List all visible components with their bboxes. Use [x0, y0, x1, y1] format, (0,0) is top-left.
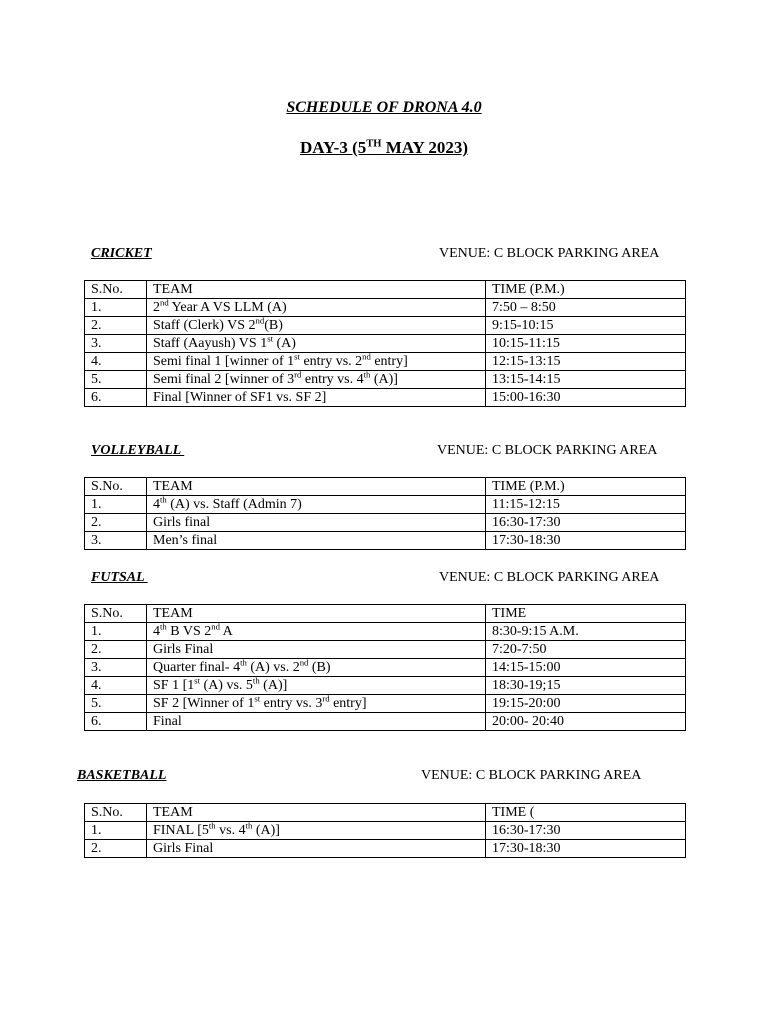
team-ordinal-suffix: st: [254, 694, 261, 704]
team-ordinal-suffix: nd: [255, 316, 265, 326]
venue-futsal: VENUE: C BLOCK PARKING AREA: [439, 570, 660, 585]
table-row: [85, 353, 686, 371]
team-text: (A) vs. 2: [246, 660, 300, 675]
schedule-table-futsal: [84, 604, 686, 731]
team-text: entry]: [329, 696, 367, 711]
day-heading-text-2: MAY 2023): [381, 138, 469, 157]
schedule-table-volleyball: [84, 477, 686, 550]
venue-basketball: VENUE: C BLOCK PARKING AREA: [421, 768, 642, 783]
table-row: [85, 317, 686, 335]
time-cell: 9:15-10:15: [486, 317, 686, 335]
table-header-row: [85, 605, 686, 623]
time-cell: 12:15-13:15: [486, 353, 686, 371]
team-cell: [147, 335, 486, 353]
table-row: [85, 371, 686, 389]
time-cell: 18:30-19;15: [486, 677, 686, 695]
table-row: [85, 389, 686, 407]
sno-cell: 5.: [85, 371, 147, 389]
team-text: B VS 2: [166, 624, 212, 639]
team-text: (A): [273, 336, 296, 351]
table-row: [85, 713, 686, 731]
day-heading-sup: TH: [366, 138, 382, 150]
team-cell: [147, 659, 486, 677]
team-cell: [147, 713, 486, 731]
table-row: [85, 514, 686, 532]
team-ordinal-suffix: nd: [211, 622, 220, 632]
sno-header: S.No.: [85, 281, 147, 299]
team-text: (B): [264, 318, 283, 333]
time-header: TIME (P.M.): [486, 281, 686, 299]
sno-cell: 1.: [85, 822, 147, 840]
team-text: Final [Winner of SF1 vs. SF 2]: [153, 390, 327, 405]
table-row: [85, 840, 686, 858]
team-text: (A)]: [252, 823, 280, 838]
team-cell: [147, 317, 486, 335]
time-cell: 16:30-17:30: [486, 514, 686, 532]
team-text: (A) vs. 5: [200, 678, 253, 693]
table-row: [85, 532, 686, 550]
venue-cricket: VENUE: C BLOCK PARKING AREA: [439, 246, 660, 261]
table-row: [85, 659, 686, 677]
team-header: TEAM: [147, 478, 486, 496]
team-text: Staff (Clerk) VS 2: [153, 318, 256, 333]
sno-cell: 2.: [85, 514, 147, 532]
schedule-title: SCHEDULE OF DRONA 4.0: [286, 99, 482, 116]
sno-cell: 1.: [85, 299, 147, 317]
team-ordinal-suffix: nd: [160, 298, 169, 308]
sno-cell: 2.: [85, 840, 147, 858]
team-header: TEAM: [147, 804, 486, 822]
time-cell: 17:30-18:30: [486, 840, 686, 858]
time-cell: 7:50 – 8:50: [486, 299, 686, 317]
time-cell: 13:15-14:15: [486, 371, 686, 389]
time-header: TIME (: [486, 804, 686, 822]
team-ordinal-suffix: nd: [299, 658, 309, 668]
team-ordinal-suffix: th: [363, 370, 371, 380]
team-ordinal-suffix: th: [252, 676, 260, 686]
table-row: [85, 695, 686, 713]
team-cell: [147, 353, 486, 371]
time-cell: 8:30-9:15 A.M.: [486, 623, 686, 641]
team-ordinal-suffix: st: [294, 352, 300, 362]
team-text: (A)]: [259, 678, 288, 693]
team-text: 4: [153, 497, 160, 512]
time-cell: 14:15-15:00: [486, 659, 686, 677]
table-row: [85, 496, 686, 514]
schedule-table-basketball: [84, 803, 686, 858]
sno-cell: 6.: [85, 389, 147, 407]
section-title-futsal: FUTSAL: [91, 570, 148, 585]
team-ordinal-suffix: rd: [294, 370, 302, 380]
team-text: 4: [153, 624, 160, 639]
sno-cell: 3.: [85, 335, 147, 353]
time-cell: 10:15-11:15: [486, 335, 686, 353]
team-ordinal-suffix: th: [160, 622, 167, 632]
team-cell: [147, 514, 486, 532]
team-text: Girls final: [153, 515, 211, 530]
sno-cell: 1.: [85, 623, 147, 641]
team-text: entry]: [370, 354, 408, 369]
team-ordinal-suffix: th: [160, 495, 167, 505]
sno-cell: 5.: [85, 695, 147, 713]
team-ordinal-suffix: st: [267, 334, 273, 344]
sno-cell: 4.: [85, 677, 147, 695]
schedule-table-cricket: [84, 280, 686, 407]
team-cell: [147, 623, 486, 641]
sno-cell: 2.: [85, 641, 147, 659]
time-cell: 7:20-7:50: [486, 641, 686, 659]
sno-header: S.No.: [85, 804, 147, 822]
team-text: Quarter final- 4: [153, 660, 241, 675]
team-header: TEAM: [147, 605, 486, 623]
table-header-row: [85, 804, 686, 822]
table-row: [85, 677, 686, 695]
team-ordinal-suffix: rd: [322, 694, 330, 704]
team-cell: [147, 532, 486, 550]
team-text: entry vs. 4: [301, 372, 364, 387]
table-row: [85, 623, 686, 641]
team-cell: [147, 695, 486, 713]
time-cell: 16:30-17:30: [486, 822, 686, 840]
sno-cell: 1.: [85, 496, 147, 514]
team-text: vs. 4: [215, 823, 246, 838]
time-cell: 15:00-16:30: [486, 389, 686, 407]
team-text: Girls Final: [153, 841, 214, 856]
sno-cell: 3.: [85, 532, 147, 550]
sno-header: S.No.: [85, 605, 147, 623]
table-row: [85, 299, 686, 317]
table-row: [85, 822, 686, 840]
table-row: [85, 641, 686, 659]
team-text: entry vs. 2: [299, 354, 363, 369]
team-ordinal-suffix: st: [194, 676, 201, 686]
day-heading-text: DAY-3 (5: [299, 138, 367, 157]
team-cell: [147, 840, 486, 858]
team-text: Final: [153, 714, 182, 729]
team-cell: [147, 822, 486, 840]
day-heading: [0, 138, 768, 158]
team-cell: [147, 371, 486, 389]
team-ordinal-suffix: th: [208, 821, 216, 831]
sno-cell: 3.: [85, 659, 147, 677]
team-text: FINAL [5: [153, 823, 209, 838]
team-cell: [147, 299, 486, 317]
team-text: (B): [308, 660, 331, 675]
team-cell: [147, 389, 486, 407]
team-text: Year A VS LLM (A): [168, 300, 287, 315]
team-header: TEAM: [147, 281, 486, 299]
team-text: SF 1 [1: [153, 678, 195, 693]
team-text: Semi final 2 [winner of 3: [153, 372, 295, 387]
time-cell: 20:00- 20:40: [486, 713, 686, 731]
team-cell: [147, 677, 486, 695]
team-text: SF 2 [Winner of 1: [153, 696, 255, 711]
team-text: Men’s final: [153, 533, 218, 548]
team-text: entry vs. 3: [260, 696, 323, 711]
sno-cell: 4.: [85, 353, 147, 371]
team-text: Staff (Aayush) VS 1: [153, 336, 268, 351]
team-cell: [147, 641, 486, 659]
venue-volleyball: VENUE: C BLOCK PARKING AREA: [437, 443, 658, 458]
table-header-row: [85, 478, 686, 496]
time-cell: 19:15-20:00: [486, 695, 686, 713]
team-text: A: [219, 624, 233, 639]
team-text: (A) vs. Staff (Admin 7): [166, 497, 302, 512]
sno-cell: 6.: [85, 713, 147, 731]
team-text: Girls Final: [153, 642, 214, 657]
sno-header: S.No.: [85, 478, 147, 496]
team-ordinal-suffix: nd: [362, 352, 371, 362]
time-cell: 11:15-12:15: [486, 496, 686, 514]
time-cell: 17:30-18:30: [486, 532, 686, 550]
table-row: [85, 335, 686, 353]
section-title-volleyball: VOLLEYBALL: [91, 443, 185, 458]
table-header-row: [85, 281, 686, 299]
team-text: 2: [153, 300, 160, 315]
team-cell: [147, 496, 486, 514]
sno-cell: 2.: [85, 317, 147, 335]
team-ordinal-suffix: th: [245, 821, 253, 831]
section-title-basketball: BASKETBALL: [77, 768, 167, 783]
section-title-cricket: CRICKET: [91, 246, 152, 261]
team-text: Semi final 1 [winner of 1: [153, 354, 295, 369]
team-ordinal-suffix: th: [240, 658, 247, 668]
time-header: TIME (P.M.): [486, 478, 686, 496]
team-text: (A)]: [370, 372, 398, 387]
time-header: TIME: [486, 605, 686, 623]
